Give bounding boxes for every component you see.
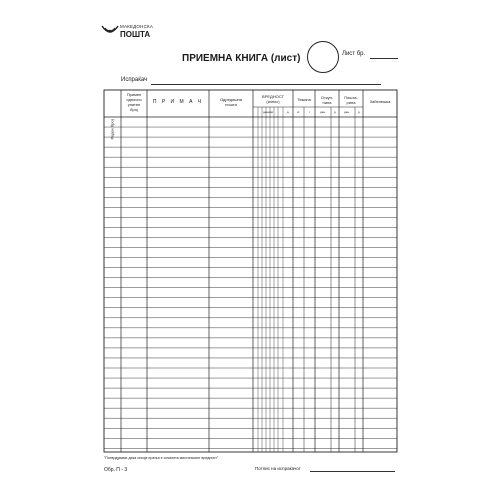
- col-header-ordinal: Реден број: [109, 119, 115, 140]
- logo-text-top: МАКЕДОНСКА: [120, 24, 154, 29]
- sender-label: Испраќач: [121, 77, 148, 83]
- col-header-postage: Пошта- рина: [344, 95, 358, 105]
- table-border: [104, 90, 397, 452]
- col-header-cod-den: ден.: [320, 110, 326, 114]
- col-header-weight-g: г: [308, 110, 311, 114]
- col-header-recipient: П Р И М А Ч: [152, 99, 204, 105]
- declaration-note: "Потврдуваме дека секоја пратка е сочинета мистинскиот вредност": [104, 456, 219, 460]
- document-title: ПРИЕМНА КНИГА (лист): [182, 53, 301, 64]
- logo-text-bottom: ПОШТА: [120, 30, 151, 39]
- col-header-weight-kg: кг: [297, 110, 300, 114]
- col-header-cod-d: д.: [333, 110, 337, 114]
- col-header-weight: Тежина: [297, 97, 311, 102]
- form-code: Обр. П - 3: [104, 467, 128, 473]
- col-header-postage-den: ден.: [344, 110, 350, 114]
- sheet-number-label: Лист бр.: [342, 51, 366, 57]
- col-header-remark: Забелешка: [369, 99, 391, 104]
- col-header-receipt-no: Примен односно упатен број: [126, 92, 142, 112]
- col-header-value: ВРЕДНОСТ (износ): [262, 94, 284, 104]
- col-header-postage-d: д.: [357, 110, 361, 114]
- signature-label: Потпис на испраќачот: [255, 466, 301, 471]
- col-header-cod: Откуп- нина: [320, 95, 334, 105]
- signature-field[interactable]: [310, 471, 395, 472]
- col-header-value-den: денари: [262, 110, 274, 114]
- col-header-destination: Одредишна пошта: [220, 97, 242, 107]
- col-header-value-d: д.: [286, 110, 290, 114]
